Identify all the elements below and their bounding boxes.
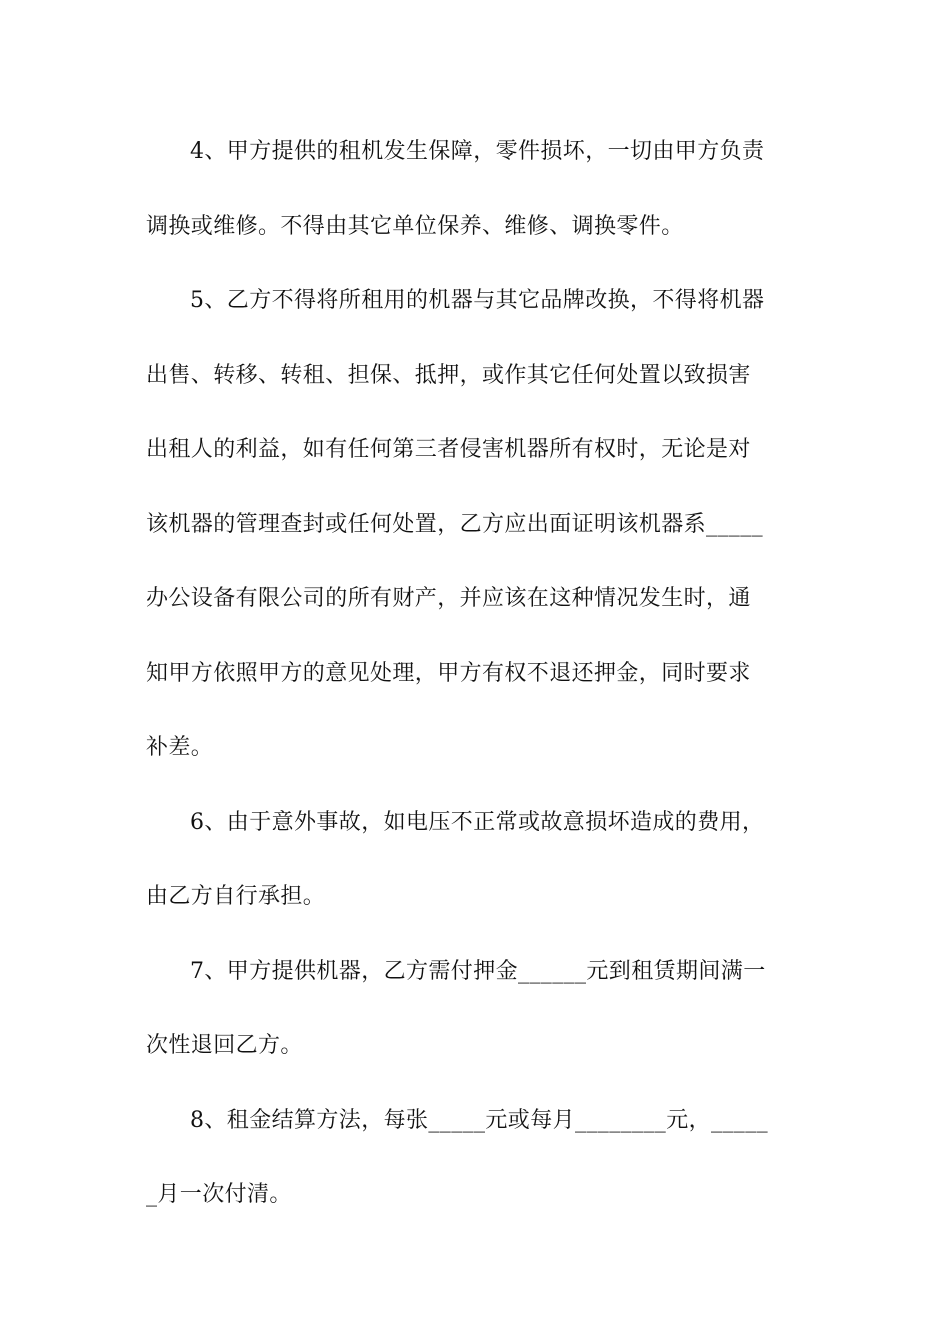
clause-5-line-3: 出租人的利益，如有任何第三者侵害机器所有权时，无论是对 [146,437,751,462]
clause-4-line-2: 调换或维修。不得由其它单位保养、维修、调换零件。 [146,213,684,239]
clause-6-line-2: 由乙方自行承担。 [146,884,326,909]
clause-5-line-6: 知甲方依照甲方的意见处理，甲方有权不退还押金，同时要求 [146,660,751,686]
clause-5-line-1: 5、乙方不得将所租用的机器与其它品牌改换，不得将机器 [190,288,765,313]
clause-6-line-1: 6、由于意外事故，如电压不正常或故意损坏造成的费用， [190,809,765,835]
clause-4-line-1: 4、甲方提供的租机发生保障，零件损坏，一切由甲方负责 [190,139,765,164]
clause-5-line-4: 该机器的管理查封或任何处置，乙方应出面证明该机器系_____ [146,511,764,537]
clause-8-line-1: 8、租金结算方法，每张_____元或每月________元，_____ [190,1107,768,1133]
clause-7-line-1: 7、甲方提供机器，乙方需付押金______元到租赁期间满一 [190,958,766,984]
clause-7-line-2: 次性退回乙方。 [146,1033,303,1058]
contract-clauses [146,125,806,1243]
clause-8-line-2: _月一次付清。 [146,1182,292,1207]
clause-5-line-5: 办公设备有限公司的所有财产，并应该在这种情况发生时，通 [146,586,751,611]
clause-5-line-2: 出售、转移、转租、担保、抵押，或作其它任何处置以致损害 [146,362,751,388]
clause-5-line-7: 补差。 [146,735,214,760]
